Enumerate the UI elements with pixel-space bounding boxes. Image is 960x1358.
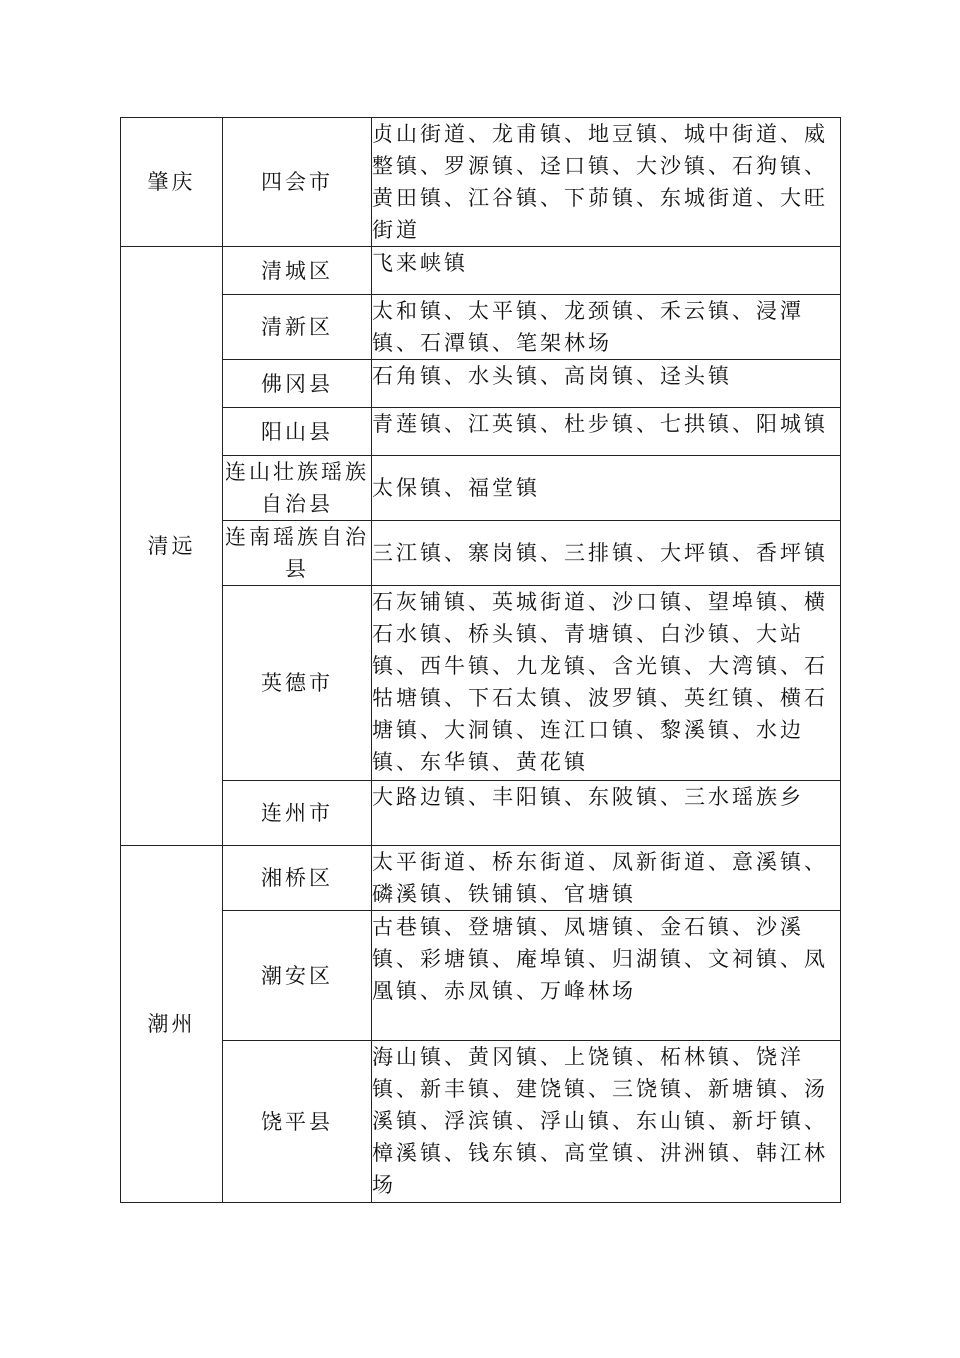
town-list-table <box>120 117 841 1203</box>
city-cell: 清远 <box>121 247 223 846</box>
county-cell: 潮安区 <box>223 911 372 1041</box>
county-cell: 连州市 <box>223 781 372 846</box>
city-cell: 潮州 <box>121 846 223 1203</box>
table-row <box>121 360 841 408</box>
table-row <box>121 911 841 1041</box>
towns-cell: 贞山街道、龙甫镇、地豆镇、城中街道、威整镇、罗源镇、迳口镇、大沙镇、石狗镇、黄田镇、江谷镇、下茆镇、东城街道、大旺街道 <box>372 118 841 247</box>
county-cell: 阳山县 <box>223 408 372 456</box>
table-row <box>121 295 841 360</box>
towns-cell: 石角镇、水头镇、高岗镇、迳头镇 <box>372 360 841 408</box>
county-cell: 清城区 <box>223 247 372 295</box>
towns-cell: 海山镇、黄冈镇、上饶镇、柘林镇、饶洋镇、新丰镇、建饶镇、三饶镇、新塘镇、汤溪镇、浮滨镇、浮山镇、东山镇、新圩镇、樟溪镇、钱东镇、高堂镇、汫洲镇、韩江林场 <box>372 1041 841 1203</box>
county-cell: 佛冈县 <box>223 360 372 408</box>
county-cell: 连山壮族瑶族自治县 <box>223 456 372 521</box>
county-cell: 湘桥区 <box>223 846 372 911</box>
table-row <box>121 846 841 911</box>
table-row <box>121 118 841 247</box>
towns-cell: 古巷镇、登塘镇、凤塘镇、金石镇、沙溪镇、彩塘镇、庵埠镇、归湖镇、文祠镇、凤凰镇、赤凤镇、万峰林场 <box>372 911 841 1041</box>
towns-cell: 大路边镇、丰阳镇、东陂镇、三水瑶族乡 <box>372 781 841 846</box>
towns-cell: 太平街道、桥东街道、凤新街道、意溪镇、磷溪镇、铁铺镇、官塘镇 <box>372 846 841 911</box>
county-cell: 连南瑶族自治县 <box>223 521 372 586</box>
towns-cell: 飞来峡镇 <box>372 247 841 295</box>
table-row <box>121 586 841 781</box>
table-row <box>121 781 841 846</box>
county-cell: 英德市 <box>223 586 372 781</box>
county-cell: 饶平县 <box>223 1041 372 1203</box>
towns-cell: 三江镇、寨岗镇、三排镇、大坪镇、香坪镇 <box>372 521 841 586</box>
table-row <box>121 521 841 586</box>
table-row <box>121 247 841 295</box>
towns-cell: 太保镇、福堂镇 <box>372 456 841 521</box>
towns-cell: 石灰铺镇、英城街道、沙口镇、望埠镇、横石水镇、桥头镇、青塘镇、白沙镇、大站镇、西牛镇、九龙镇、含光镇、大湾镇、石牯塘镇、下石太镇、波罗镇、英红镇、横石塘镇、大洞镇、连江口镇、黎溪镇、水边镇、东华镇、黄花镇 <box>372 586 841 781</box>
table-row <box>121 456 841 521</box>
county-cell: 清新区 <box>223 295 372 360</box>
towns-cell: 青莲镇、江英镇、杜步镇、七拱镇、阳城镇 <box>372 408 841 456</box>
table-row <box>121 408 841 456</box>
table-row <box>121 1041 841 1203</box>
towns-cell: 太和镇、太平镇、龙颈镇、禾云镇、浸潭镇、石潭镇、笔架林场 <box>372 295 841 360</box>
city-cell: 肇庆 <box>121 118 223 247</box>
county-cell: 四会市 <box>223 118 372 247</box>
